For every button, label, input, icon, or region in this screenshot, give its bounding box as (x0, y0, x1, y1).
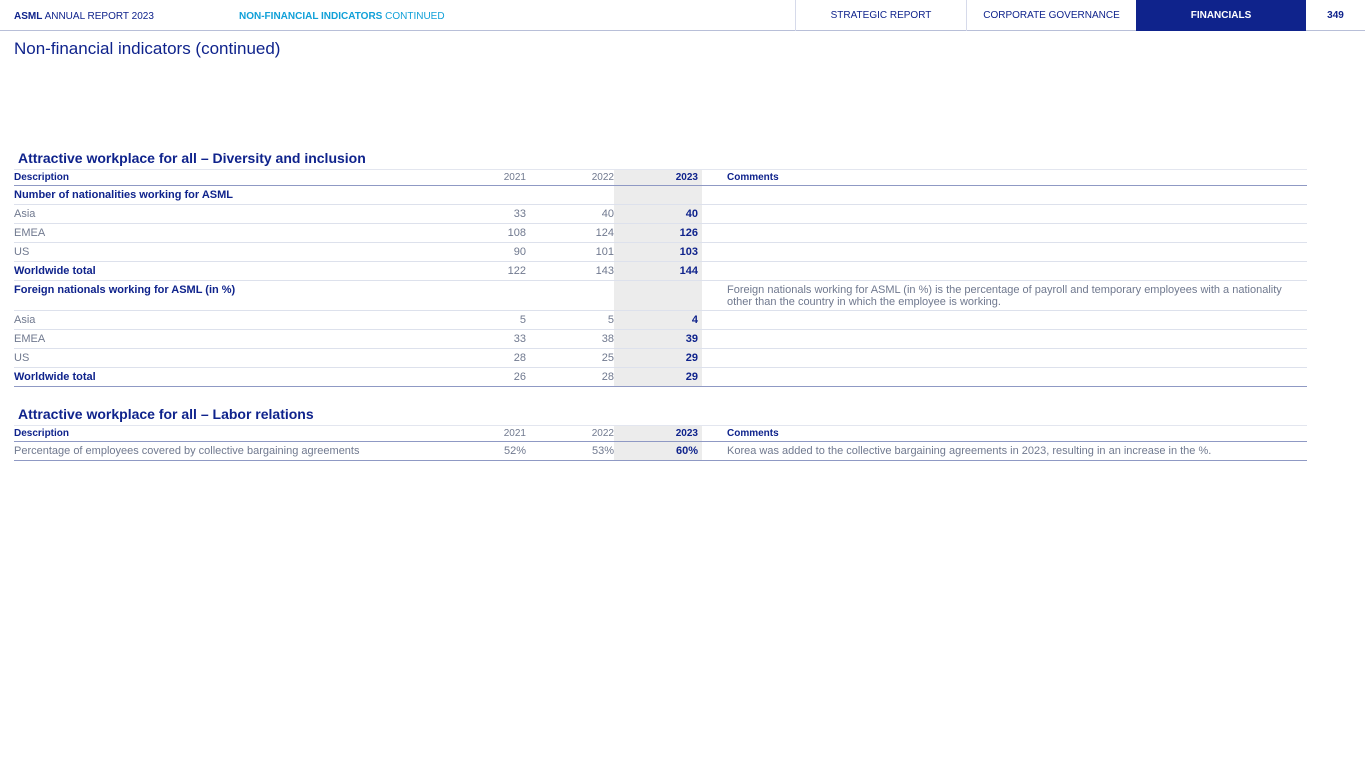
row-comment (702, 330, 1307, 349)
table-row (14, 243, 1307, 262)
table-row (14, 442, 1307, 461)
value-2021 (444, 281, 526, 311)
table-row (14, 311, 1307, 330)
row-comment: Korea was added to the collective bargaining agreements in 2023, resulting in an increase in the %. (702, 442, 1307, 461)
value-2021: 33 (444, 330, 526, 349)
row-comment: Foreign nationals working for ASML (in %) is the percentage of payroll and temporary employees with a nationality other than the country in which the employee is working. (702, 281, 1307, 311)
tab-financials[interactable]: FINANCIALS (1136, 0, 1306, 31)
value-2021: 108 (444, 224, 526, 243)
value-2023 (614, 281, 702, 311)
col-2022: 2022 (526, 426, 614, 442)
row-description: Worldwide total (14, 368, 444, 387)
table-header-row (14, 170, 1307, 186)
row-description: Number of nationalities working for ASML (14, 186, 444, 205)
row-description: Worldwide total (14, 262, 444, 281)
col-2023: 2023 (614, 170, 702, 186)
section-breadcrumb[interactable] (239, 11, 445, 22)
value-2023: 40 (614, 205, 702, 224)
row-comment (702, 311, 1307, 330)
value-2021: 33 (444, 205, 526, 224)
value-2023: 103 (614, 243, 702, 262)
col-2022: 2022 (526, 170, 614, 186)
table-row (14, 224, 1307, 243)
page-number: 349 (1327, 10, 1344, 21)
value-2022: 38 (526, 330, 614, 349)
top-bar (0, 0, 1365, 31)
row-description: Percentage of employees covered by collective bargaining agreements (14, 442, 444, 461)
table-heading-labor: Attractive workplace for all – Labor relations (18, 406, 314, 422)
table-row (14, 349, 1307, 368)
tab-corporate-governance[interactable]: CORPORATE GOVERNANCE (966, 0, 1136, 31)
value-2023: 60% (614, 442, 702, 461)
section-suffix: CONTINUED (382, 11, 445, 22)
table-header-row (14, 426, 1307, 442)
row-comment (702, 262, 1307, 281)
col-2023: 2023 (614, 426, 702, 442)
value-2023 (614, 186, 702, 205)
value-2021: 5 (444, 311, 526, 330)
row-description: Asia (14, 205, 444, 224)
value-2023: 39 (614, 330, 702, 349)
table-row (14, 205, 1307, 224)
row-description: US (14, 349, 444, 368)
value-2022: 25 (526, 349, 614, 368)
table-row (14, 330, 1307, 349)
report-brand (14, 11, 154, 22)
value-2023: 126 (614, 224, 702, 243)
value-2022: 124 (526, 224, 614, 243)
value-2022 (526, 281, 614, 311)
col-comments: Comments (702, 426, 1307, 442)
value-2021: 52% (444, 442, 526, 461)
table-row-total (14, 262, 1307, 281)
row-description: Asia (14, 311, 444, 330)
brand-name: ASML (14, 11, 43, 22)
value-2022 (526, 186, 614, 205)
value-2021: 26 (444, 368, 526, 387)
value-2022: 53% (526, 442, 614, 461)
value-2021: 28 (444, 349, 526, 368)
tab-strategic-report[interactable]: STRATEGIC REPORT (795, 0, 966, 31)
table-row-total (14, 368, 1307, 387)
col-2021: 2021 (444, 426, 526, 442)
value-2022: 101 (526, 243, 614, 262)
row-description: US (14, 243, 444, 262)
row-description: Foreign nationals working for ASML (in %) (14, 281, 444, 311)
table-row (14, 281, 1307, 311)
row-comment (702, 186, 1307, 205)
value-2022: 28 (526, 368, 614, 387)
section-name: NON-FINANCIAL INDICATORS (239, 11, 383, 22)
value-2023: 144 (614, 262, 702, 281)
labor-relations-table (14, 425, 1307, 461)
diversity-table (14, 169, 1307, 387)
value-2023: 4 (614, 311, 702, 330)
value-2022: 5 (526, 311, 614, 330)
value-2021 (444, 186, 526, 205)
row-comment (702, 243, 1307, 262)
row-comment (702, 224, 1307, 243)
col-description: Description (14, 426, 444, 442)
col-description: Description (14, 170, 444, 186)
row-description: EMEA (14, 330, 444, 349)
value-2021: 90 (444, 243, 526, 262)
value-2022: 143 (526, 262, 614, 281)
value-2023: 29 (614, 349, 702, 368)
page-title: Non-financial indicators (continued) (14, 39, 281, 58)
report-name: ANNUAL REPORT 2023 (42, 11, 154, 22)
value-2023: 29 (614, 368, 702, 387)
value-2022: 40 (526, 205, 614, 224)
row-comment (702, 205, 1307, 224)
row-comment (702, 349, 1307, 368)
row-description: EMEA (14, 224, 444, 243)
value-2021: 122 (444, 262, 526, 281)
col-comments: Comments (702, 170, 1307, 186)
table-row (14, 186, 1307, 205)
row-comment (702, 368, 1307, 387)
col-2021: 2021 (444, 170, 526, 186)
table-heading-diversity: Attractive workplace for all – Diversity and inclusion (18, 150, 366, 166)
